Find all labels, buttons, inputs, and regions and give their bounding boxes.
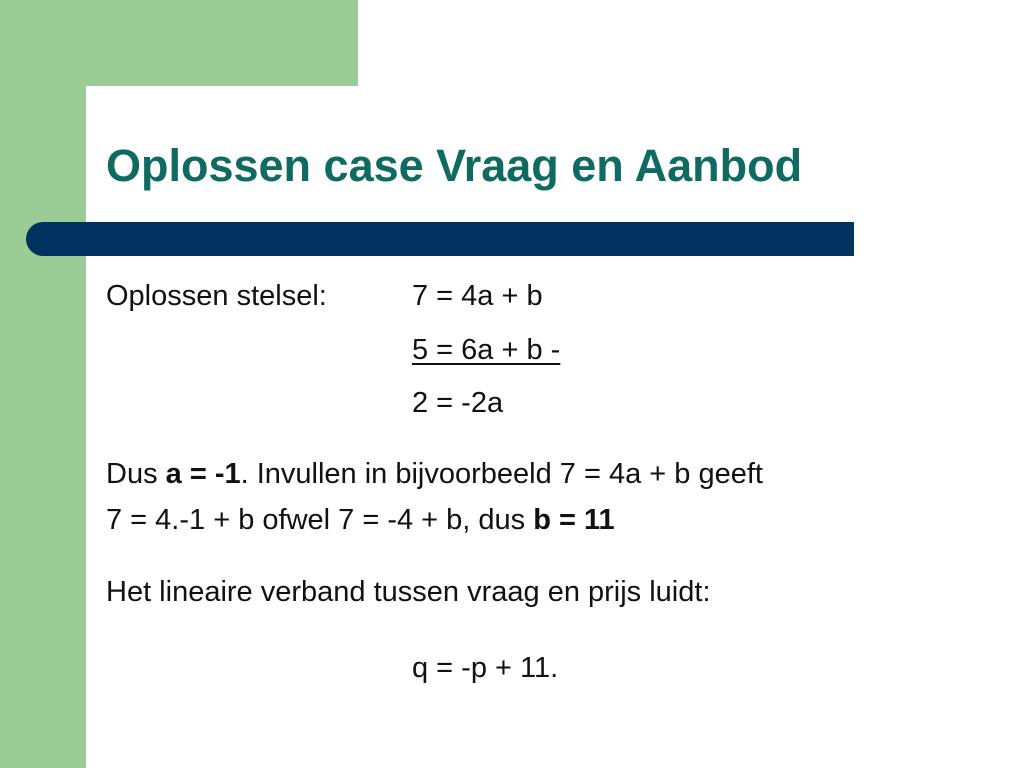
green-sidebar <box>0 0 86 768</box>
system-label: Oplossen stelsel: <box>106 280 327 312</box>
equation-3: 2 = -2a <box>412 387 504 419</box>
equation-2: 5 = 6a + b - <box>412 334 561 366</box>
green-top-block <box>0 0 358 86</box>
a-value-bold: a = -1 <box>165 458 241 490</box>
equation-1: 7 = 4a + b <box>412 280 543 312</box>
paragraph-lineair-verband: Het lineaire verband tussen vraag en prijs luidt: <box>106 576 711 608</box>
ofwel-text: 7 = 4.-1 + b ofwel 7 = -4 + b, dus <box>106 504 534 536</box>
title-divider-bar <box>26 222 854 256</box>
result-equation: q = -p + 11. <box>412 652 559 684</box>
paragraph-dus-line-2 <box>106 503 615 537</box>
invullen-text: . Invullen in bijvoorbeeld 7 = 4a + b geeft <box>240 458 763 490</box>
paragraph-dus-line-1 <box>106 457 763 491</box>
slide-title: Oplossen case Vraag en Aanbod <box>106 140 803 191</box>
b-value-bold: b = 11 <box>533 504 615 536</box>
dus-text: Dus <box>106 458 166 490</box>
